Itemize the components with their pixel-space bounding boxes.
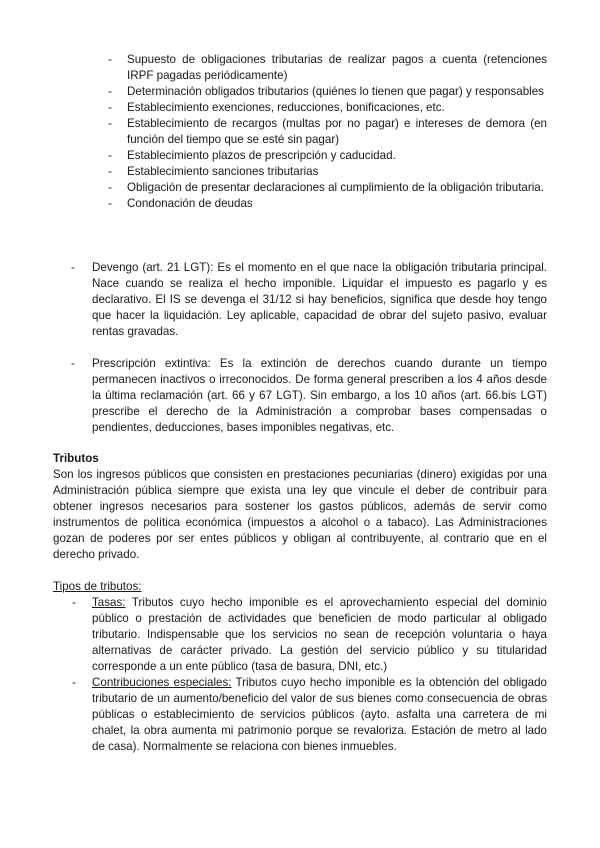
sub-bullet-list bbox=[108, 52, 547, 212]
bullet-dash: - bbox=[108, 165, 112, 178]
bullet-dash: - bbox=[108, 101, 112, 114]
bullet-dash: - bbox=[71, 261, 75, 274]
bullet-dash: - bbox=[108, 197, 112, 210]
tributos-section bbox=[53, 451, 547, 755]
bullet-dash: - bbox=[72, 596, 76, 609]
bullet-dash: - bbox=[108, 149, 112, 162]
list-item bbox=[108, 164, 547, 180]
list-item-text: Establecimiento exenciones, reducciones, bonificaciones, etc. bbox=[127, 101, 445, 114]
devengo-item bbox=[71, 260, 547, 340]
list-item bbox=[108, 100, 547, 116]
type-text: Tributos cuyo hecho imponible es el aprovechamiento especial del dominio público o prestación de actividades que beneficien de modo particular al obligado tributario. Indispensable que los servicios no sean de recepción voluntaria o haya alternativas de carácter privado. La gestión del servicio público y su titularidad corresponde a un ente público (tasa de basura, DNI, etc.) bbox=[92, 596, 547, 673]
list-item-text: Obligación de presentar declaraciones al cumplimiento de la obligación tributaria. bbox=[127, 181, 544, 194]
prescripcion-item bbox=[71, 356, 547, 436]
list-item bbox=[108, 84, 547, 100]
contribuciones-item bbox=[72, 675, 548, 755]
types-list bbox=[72, 595, 548, 755]
list-item-text: Determinación obligados tributarios (quiénes lo tienen que pagar) y responsables bbox=[127, 85, 544, 98]
list-item-text: Condonación de deudas bbox=[127, 197, 253, 210]
bullet-dash: - bbox=[108, 117, 112, 130]
list-item bbox=[108, 196, 547, 212]
list-item bbox=[108, 52, 547, 84]
bullet-dash: - bbox=[71, 357, 75, 370]
type-label: Tasas: bbox=[92, 596, 126, 609]
section-heading: Tributos bbox=[53, 452, 99, 465]
list-item-text: Establecimiento plazos de prescripción y caducidad. bbox=[127, 149, 396, 162]
list-item-text: Establecimiento de recargos (multas por no pagar) e intereses de demora (en función del tiempo que se esté sin pagar) bbox=[127, 117, 547, 146]
list-item-text: Devengo (art. 21 LGT): Es el momento en el que nace la obligación tributaria principal. Nace cuando se realiza el hecho imponible. Liquidar el impuesto es pagarlo y es declarativo. El IS se devenga el 31/12 si hay beneficios, significa que desde hoy tengo que hacer la liquidación. Ley aplicable, capacidad de obrar del sujeto pasivo, evaluar rentas gravadas. bbox=[92, 261, 547, 338]
types-title: Tipos de tributos: bbox=[53, 580, 142, 593]
bullet-dash: - bbox=[108, 85, 112, 98]
type-label: Contribuciones especiales: bbox=[92, 676, 232, 689]
list-item-text: Establecimiento sanciones tributarias bbox=[127, 165, 319, 178]
list-item-text: Prescripción extintiva: Es la extinción de derechos cuando durante un tiempo permanecen inactivos o irreconocidos. De forma general prescriben a los 4 años desde la última reclamación (art. 66 y 67 LGT). Sin embargo, a los 10 años (art. 66.bis LGT) prescribe el derecho de la Administración a comprobar bases compensadas o pendientes, deducciones, bases imponibles negativas, etc. bbox=[92, 357, 547, 434]
list-item bbox=[108, 180, 547, 196]
bullet-dash: - bbox=[108, 181, 112, 194]
list-item bbox=[108, 148, 547, 164]
list-item-text: Supuesto de obligaciones tributarias de realizar pagos a cuenta (retenciones IRPF pagadas periódicamente) bbox=[127, 53, 547, 82]
tributos-paragraph: Son los ingresos públicos que consisten en prestaciones pecuniarias (dinero) exigidas por una Administración pública siempre que exista una ley que vincule el deber de contribuir para obtener ingresos necesarios para sostener los gastos públicos, además de servir como instrumentos de política económica (impuestos a alcohol o a tabaco). Las Administraciones gozan de poderes por ser entes públicos y obligan al contribuyente, al contrario que en el derecho privado. bbox=[53, 468, 547, 561]
type-text: Tributos cuyo hecho imponible es la obtención del obligado tributario de un aumento/beneficio del valor de sus bienes como consecuencia de obras públicas o establecimiento de servicios públicos (ayto. asfalta una carretera de mi chalet, la obra aumenta mi patrimonio porque se revaloriza. Estación de metro al lado de casa). Normalmente se relaciona con bienes inmuebles. bbox=[92, 676, 548, 753]
bullet-dash: - bbox=[72, 676, 76, 689]
bullet-dash: - bbox=[108, 53, 112, 66]
list-item bbox=[108, 116, 547, 148]
tasas-item bbox=[72, 595, 547, 675]
main-bullet-list bbox=[71, 260, 547, 436]
